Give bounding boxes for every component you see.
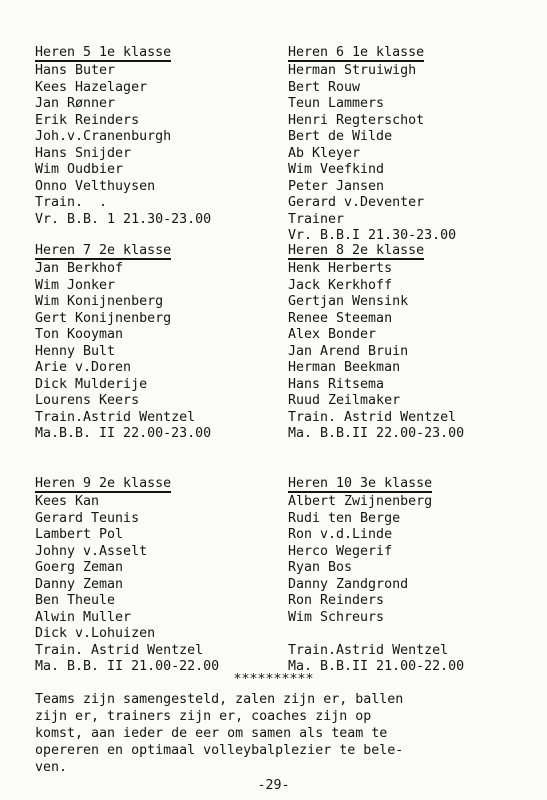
trainer-line: Trainer	[288, 211, 345, 227]
player-name: Kees Hazelager	[35, 79, 148, 95]
team-block-heren-8	[288, 243, 464, 443]
player-name: Jack Kerkhoff	[288, 277, 393, 293]
schedule-line: Vr. B.B.I 21.30-23.00	[288, 228, 457, 243]
player-name: Erik Reinders	[35, 112, 140, 128]
player-name: Jan Arend Bruin	[288, 343, 409, 359]
player-name: Ruud Zeilmaker	[288, 393, 401, 408]
player-name: Jan Berkhof	[35, 261, 124, 276]
player-name: Dick Mulderije	[35, 376, 148, 392]
player-name: Hans Snijder	[35, 145, 132, 161]
schedule-line: Ma. B.B.II 21.00-22.00	[288, 659, 465, 674]
player-name: Albert Zwijnenberg	[288, 494, 433, 509]
player-name: Goerg Zeman	[35, 560, 124, 575]
player-name: Ab Kleyer	[288, 145, 361, 161]
player-name	[288, 626, 464, 643]
player-name: Peter Jansen	[288, 178, 385, 194]
player-name: Herco Wegerif	[288, 543, 393, 559]
player-name: Ton Kooyman	[35, 327, 124, 342]
player-name: Ron Reinders	[288, 593, 385, 608]
player-name: Ron v.d.Linde	[288, 527, 393, 542]
player-name: Herman Beekman	[288, 360, 401, 375]
player-name: Onno Velthuysen	[35, 178, 156, 194]
team-title: Heren 6 1e klasse	[288, 45, 425, 60]
player-name: Wim Oudbier	[35, 162, 124, 177]
team-block-heren-10	[288, 476, 464, 676]
team-title: Heren 7 2e klasse	[35, 243, 172, 258]
player-name: Henri Regterschot	[288, 112, 425, 128]
player-name: Henny Bult	[35, 343, 116, 359]
schedule-line: Ma.B.B. II 22.00-23.00	[35, 426, 212, 441]
player-name: Danny Zandgrond	[288, 576, 409, 592]
trainer-line: Train.Astrid Wentzel	[288, 642, 449, 658]
player-name: Johny v.Asselt	[35, 543, 148, 559]
player-name: Ryan Bos	[288, 560, 353, 575]
player-name: Wim Schreurs	[288, 609, 385, 625]
divider-asterisks: **********	[233, 672, 314, 687]
player-name: Wim Konijnenberg	[35, 294, 164, 309]
schedule-line: Ma. B.B. II 21.00-22.00	[35, 659, 220, 674]
trainer-line: Train. Astrid Wentzel	[288, 409, 457, 425]
player-name: Renee Steeman	[288, 310, 393, 326]
trainer-line: Train. Astrid Wentzel	[35, 642, 204, 658]
player-name: Alwin Muller	[35, 609, 132, 625]
player-name: Danny Zeman	[35, 576, 124, 592]
team-block-heren-9	[35, 476, 219, 676]
player-name: Henk Herberts	[288, 261, 393, 276]
player-name: Arie v.Doren	[35, 360, 132, 375]
player-name: Gerard Teunis	[35, 510, 140, 526]
player-name: Joh.v.Cranenburgh	[35, 129, 172, 144]
page-number: -29-	[257, 778, 290, 793]
player-name: Teun Lammers	[288, 96, 385, 111]
player-name: Lourens Keers	[35, 393, 140, 408]
team-title: Heren 5 1e klasse	[35, 45, 172, 60]
team-block-heren-7	[35, 243, 211, 443]
schedule-line: Vr. B.B. 1 21.30-23.00	[35, 211, 212, 227]
player-name: Dick v.Lohuizen	[35, 626, 156, 641]
player-name: Hans Ritsema	[288, 376, 385, 392]
player-name: Herman Struiwigh	[288, 63, 417, 78]
player-name: Wim Veefkind	[288, 162, 385, 177]
player-name: Kees Kan	[35, 494, 100, 509]
team-title: Heren 9 2e klasse	[35, 476, 172, 491]
trainer-line: Train.Astrid Wentzel	[35, 409, 196, 425]
player-name: Bert de Wilde	[288, 129, 393, 144]
player-name: Wim Jonker	[35, 277, 116, 293]
team-title: Heren 8 2e klasse	[288, 243, 425, 258]
player-name: Alex Bonder	[288, 327, 377, 342]
schedule-line: Ma. B.B.II 22.00-23.00	[288, 426, 465, 441]
player-name: Gert Konijnenberg	[35, 310, 172, 326]
player-name: Gertjan Wensink	[288, 294, 409, 309]
player-name: Gerard v.Deventer	[288, 195, 425, 210]
player-name: Ben Theule	[35, 593, 116, 608]
trainer-line: Train. .	[35, 195, 108, 210]
team-block-heren-6	[288, 45, 456, 245]
player-name: Lambert Pol	[35, 527, 124, 542]
closing-paragraph: Teams zijn samengesteld, zalen zijn er, ballen zijn er, trainers zijn er, coaches zijn op komst, aan ieder de eer om samen als team te opereren en optimaal volleybalplezier te bele- ven.	[35, 692, 404, 775]
team-title: Heren 10 3e klasse	[288, 476, 433, 491]
player-name: Bert Rouw	[288, 79, 361, 95]
player-name: Hans Buter	[35, 63, 116, 78]
team-block-heren-5	[35, 45, 211, 228]
player-name: Rudi ten Berge	[288, 510, 401, 526]
player-name: Jan Rønner	[35, 96, 116, 111]
